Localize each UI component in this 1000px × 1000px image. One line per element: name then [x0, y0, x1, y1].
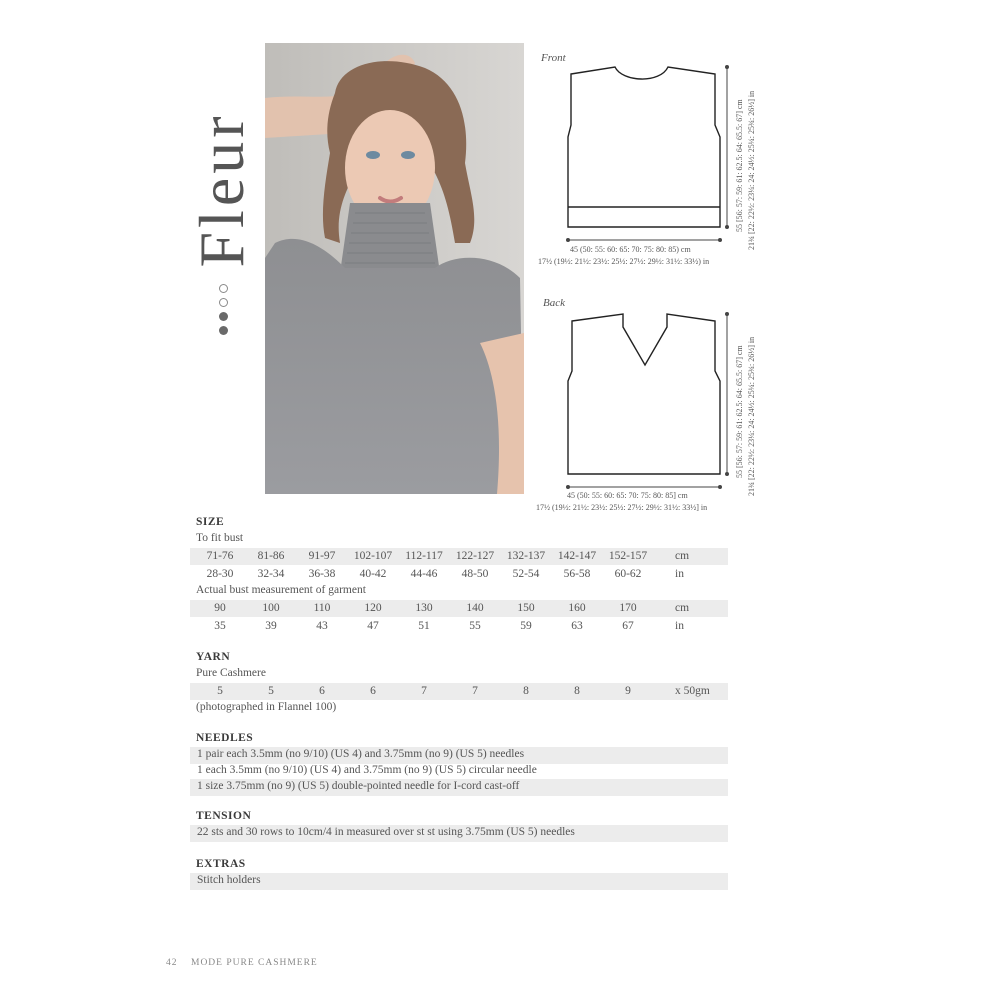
- actual-in-row: [190, 618, 728, 635]
- table-cell: 132-137: [506, 550, 546, 562]
- table-cell: 6: [319, 685, 325, 697]
- table-cell: 63: [571, 620, 583, 632]
- needles-line: [190, 779, 728, 796]
- back-width-in: 17½ (19½: 21½: 23½: 25½: 27½: 29½: 31½: 33½] in: [536, 503, 708, 512]
- needles-line: [190, 747, 728, 764]
- size-heading: SIZE: [196, 516, 225, 528]
- table-cell: 91-97: [308, 550, 336, 562]
- yarn-name: Pure Cashmere: [196, 667, 266, 679]
- back-schematic-label: Back: [543, 297, 565, 309]
- table-cell: 67: [622, 620, 634, 632]
- front-width-cm: 45 (50: 55: 60: 65: 70: 75: 80: 85) cm: [570, 245, 691, 254]
- table-cell: 90: [214, 602, 226, 614]
- table-cell: 52-54: [512, 568, 540, 580]
- table-cell: 40-42: [359, 568, 387, 580]
- table-cell: 35: [214, 620, 226, 632]
- table-cell: 112-117: [405, 550, 443, 562]
- tension-line: [190, 825, 728, 842]
- table-cell: 48-50: [461, 568, 489, 580]
- table-cell: 28-30: [206, 568, 234, 580]
- actual-cm-row: [190, 600, 728, 617]
- unit-label: x 50gm: [675, 685, 710, 697]
- front-schematic: [560, 62, 760, 272]
- unit-label: cm: [675, 602, 690, 614]
- table-cell: 71-76: [206, 550, 234, 562]
- table-cell: 150: [517, 602, 535, 614]
- table-cell: 6: [370, 685, 376, 697]
- extras-line: [190, 873, 728, 890]
- table-cell: 100: [262, 602, 280, 614]
- front-length-in: 21¾ [22: 22½: 23¼: 24: 24½: 25¼: 25¾: 26½] in: [747, 90, 756, 250]
- table-cell: 39: [265, 620, 277, 632]
- front-length-cm: 55 [56: 57: 59: 61: 62.5: 64: 65.5: 67] cm: [735, 99, 744, 232]
- table-cell: 5: [268, 685, 274, 697]
- fit-bust-label: To fit bust: [196, 532, 244, 544]
- table-cell: 8: [523, 685, 529, 697]
- unit-label: cm: [675, 550, 690, 562]
- tension-text: 22 sts and 30 rows to 10cm/4 in measured over st st using 3.75mm (US 5) needles: [197, 826, 575, 838]
- table-cell: 81-86: [257, 550, 285, 562]
- model-photo-illustration: [265, 43, 524, 494]
- needles-line: [190, 763, 728, 780]
- table-cell: 170: [619, 602, 637, 614]
- model-photo: [265, 43, 524, 494]
- page-footer: 42 MODE PURE CASHMERE: [166, 958, 318, 968]
- pattern-title: Fleur: [186, 112, 257, 268]
- unit-label: in: [675, 568, 684, 580]
- table-cell: 32-34: [257, 568, 285, 580]
- yarn-heading: YARN: [196, 651, 231, 663]
- actual-bust-label: Actual bust measurement of garment: [196, 584, 366, 596]
- table-cell: 60-62: [614, 568, 642, 580]
- table-cell: 140: [466, 602, 484, 614]
- table-cell: 110: [313, 602, 331, 614]
- yarn-note: (photographed in Flannel 100): [196, 701, 337, 713]
- table-cell: 7: [472, 685, 478, 697]
- front-schematic-label: Front: [541, 52, 566, 64]
- table-cell: 122-127: [455, 550, 495, 562]
- needles-heading: NEEDLES: [196, 732, 254, 744]
- unit-label: in: [675, 620, 684, 632]
- fit-cm-row: [190, 548, 728, 565]
- difficulty-dot-empty: [219, 284, 228, 293]
- table-cell: 130: [415, 602, 433, 614]
- table-cell: 9: [625, 685, 631, 697]
- back-length-cm: 55 [56: 57: 59: 61: 62.5: 64: 65.5: 67] cm: [735, 345, 744, 478]
- back-width-cm: 45 (50: 55: 60: 65: 70: 75: 80: 85] cm: [567, 491, 688, 500]
- table-cell: 5: [217, 685, 223, 697]
- table-cell: 7: [421, 685, 427, 697]
- needles-text: 1 size 3.75mm (no 9) (US 5) double-pointed needle for I-cord cast-off: [197, 780, 520, 792]
- extras-heading: EXTRAS: [196, 858, 246, 870]
- table-cell: 44-46: [410, 568, 438, 580]
- difficulty-dot-empty: [219, 298, 228, 307]
- table-cell: 36-38: [308, 568, 336, 580]
- table-cell: 142-147: [557, 550, 597, 562]
- needles-text: 1 each 3.5mm (no 9/10) (US 4) and 3.75mm (no 9) (US 5) circular needle: [197, 764, 537, 776]
- yarn-balls-row: [190, 683, 728, 700]
- table-cell: 47: [367, 620, 379, 632]
- tension-heading: TENSION: [196, 810, 252, 822]
- table-cell: 51: [418, 620, 430, 632]
- table-cell: 102-107: [353, 550, 393, 562]
- needles-text: 1 pair each 3.5mm (no 9/10) (US 4) and 3.75mm (no 9) (US 5) needles: [197, 748, 525, 760]
- difficulty-dot-filled: [219, 312, 228, 321]
- table-cell: 152-157: [608, 550, 648, 562]
- pattern-title-wrap: [186, 100, 257, 280]
- difficulty-dot-filled: [219, 326, 228, 335]
- table-cell: 43: [316, 620, 328, 632]
- table-cell: 59: [520, 620, 532, 632]
- back-schematic: [560, 307, 760, 507]
- table-cell: 120: [364, 602, 382, 614]
- fit-in-row: [190, 566, 728, 583]
- extras-text: Stitch holders: [197, 874, 261, 886]
- front-width-in: 17½ (19½: 21½: 23½: 25½: 27½: 29½: 31½: 33½) in: [538, 257, 710, 266]
- back-length-in: 21¾ [22: 22½: 23¼: 24: 24½: 25¼: 25¾: 26½] in: [747, 336, 756, 496]
- table-cell: 160: [568, 602, 586, 614]
- table-cell: 8: [574, 685, 580, 697]
- table-cell: 55: [469, 620, 481, 632]
- table-cell: 56-58: [563, 568, 591, 580]
